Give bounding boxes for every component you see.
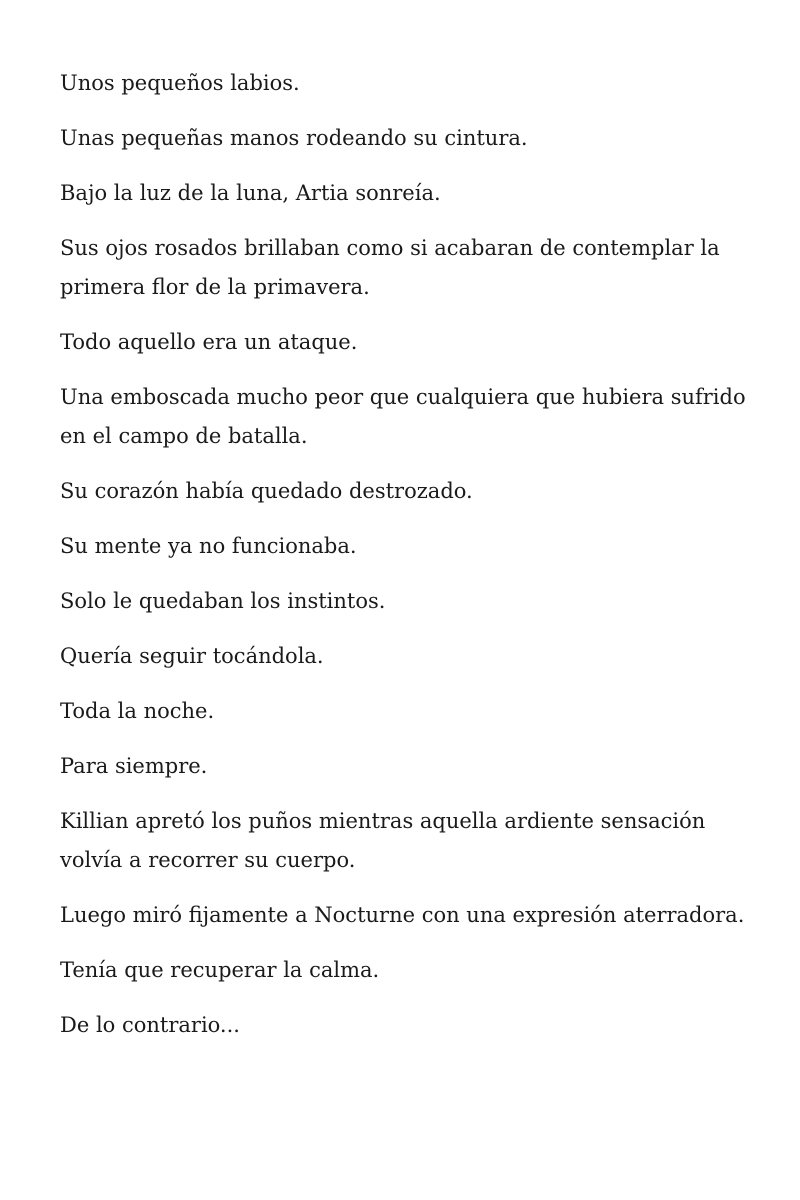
paragraph: Killian apretó los puños mientras aquella ardiente sensación volvía a recorrer su cuerpo.: [60, 809, 706, 872]
paragraph: Una emboscada mucho peor que cualquiera que hubiera sufrido en el campo de batalla.: [60, 385, 746, 448]
paragraph: Tenía que recuperar la calma.: [60, 958, 380, 982]
paragraph: Sus ojos rosados brillaban como si acabaran de contemplar la primera flor de la primavera.: [60, 236, 720, 299]
paragraph: Luego miró fijamente a Nocturne con una expresión aterradora.: [60, 903, 745, 927]
paragraph: Quería seguir tocándola.: [60, 644, 324, 668]
paragraph: Bajo la luz de la luna, Artia sonreía.: [60, 181, 441, 205]
paragraph: Toda la noche.: [60, 699, 215, 723]
paragraph: Su mente ya no funcionaba.: [60, 534, 357, 558]
paragraph: Unos pequeños labios.: [60, 71, 300, 95]
paragraph: Unas pequeñas manos rodeando su cintura.: [60, 126, 528, 150]
paragraph: Solo le quedaban los instintos.: [60, 589, 386, 613]
paragraph: Su corazón había quedado destrozado.: [60, 479, 473, 503]
paragraph: De lo contrario...: [60, 1013, 240, 1037]
text-body: [60, 64, 750, 1061]
paragraph: Todo aquello era un ataque.: [60, 330, 358, 354]
paragraph: Para siempre.: [60, 754, 208, 778]
